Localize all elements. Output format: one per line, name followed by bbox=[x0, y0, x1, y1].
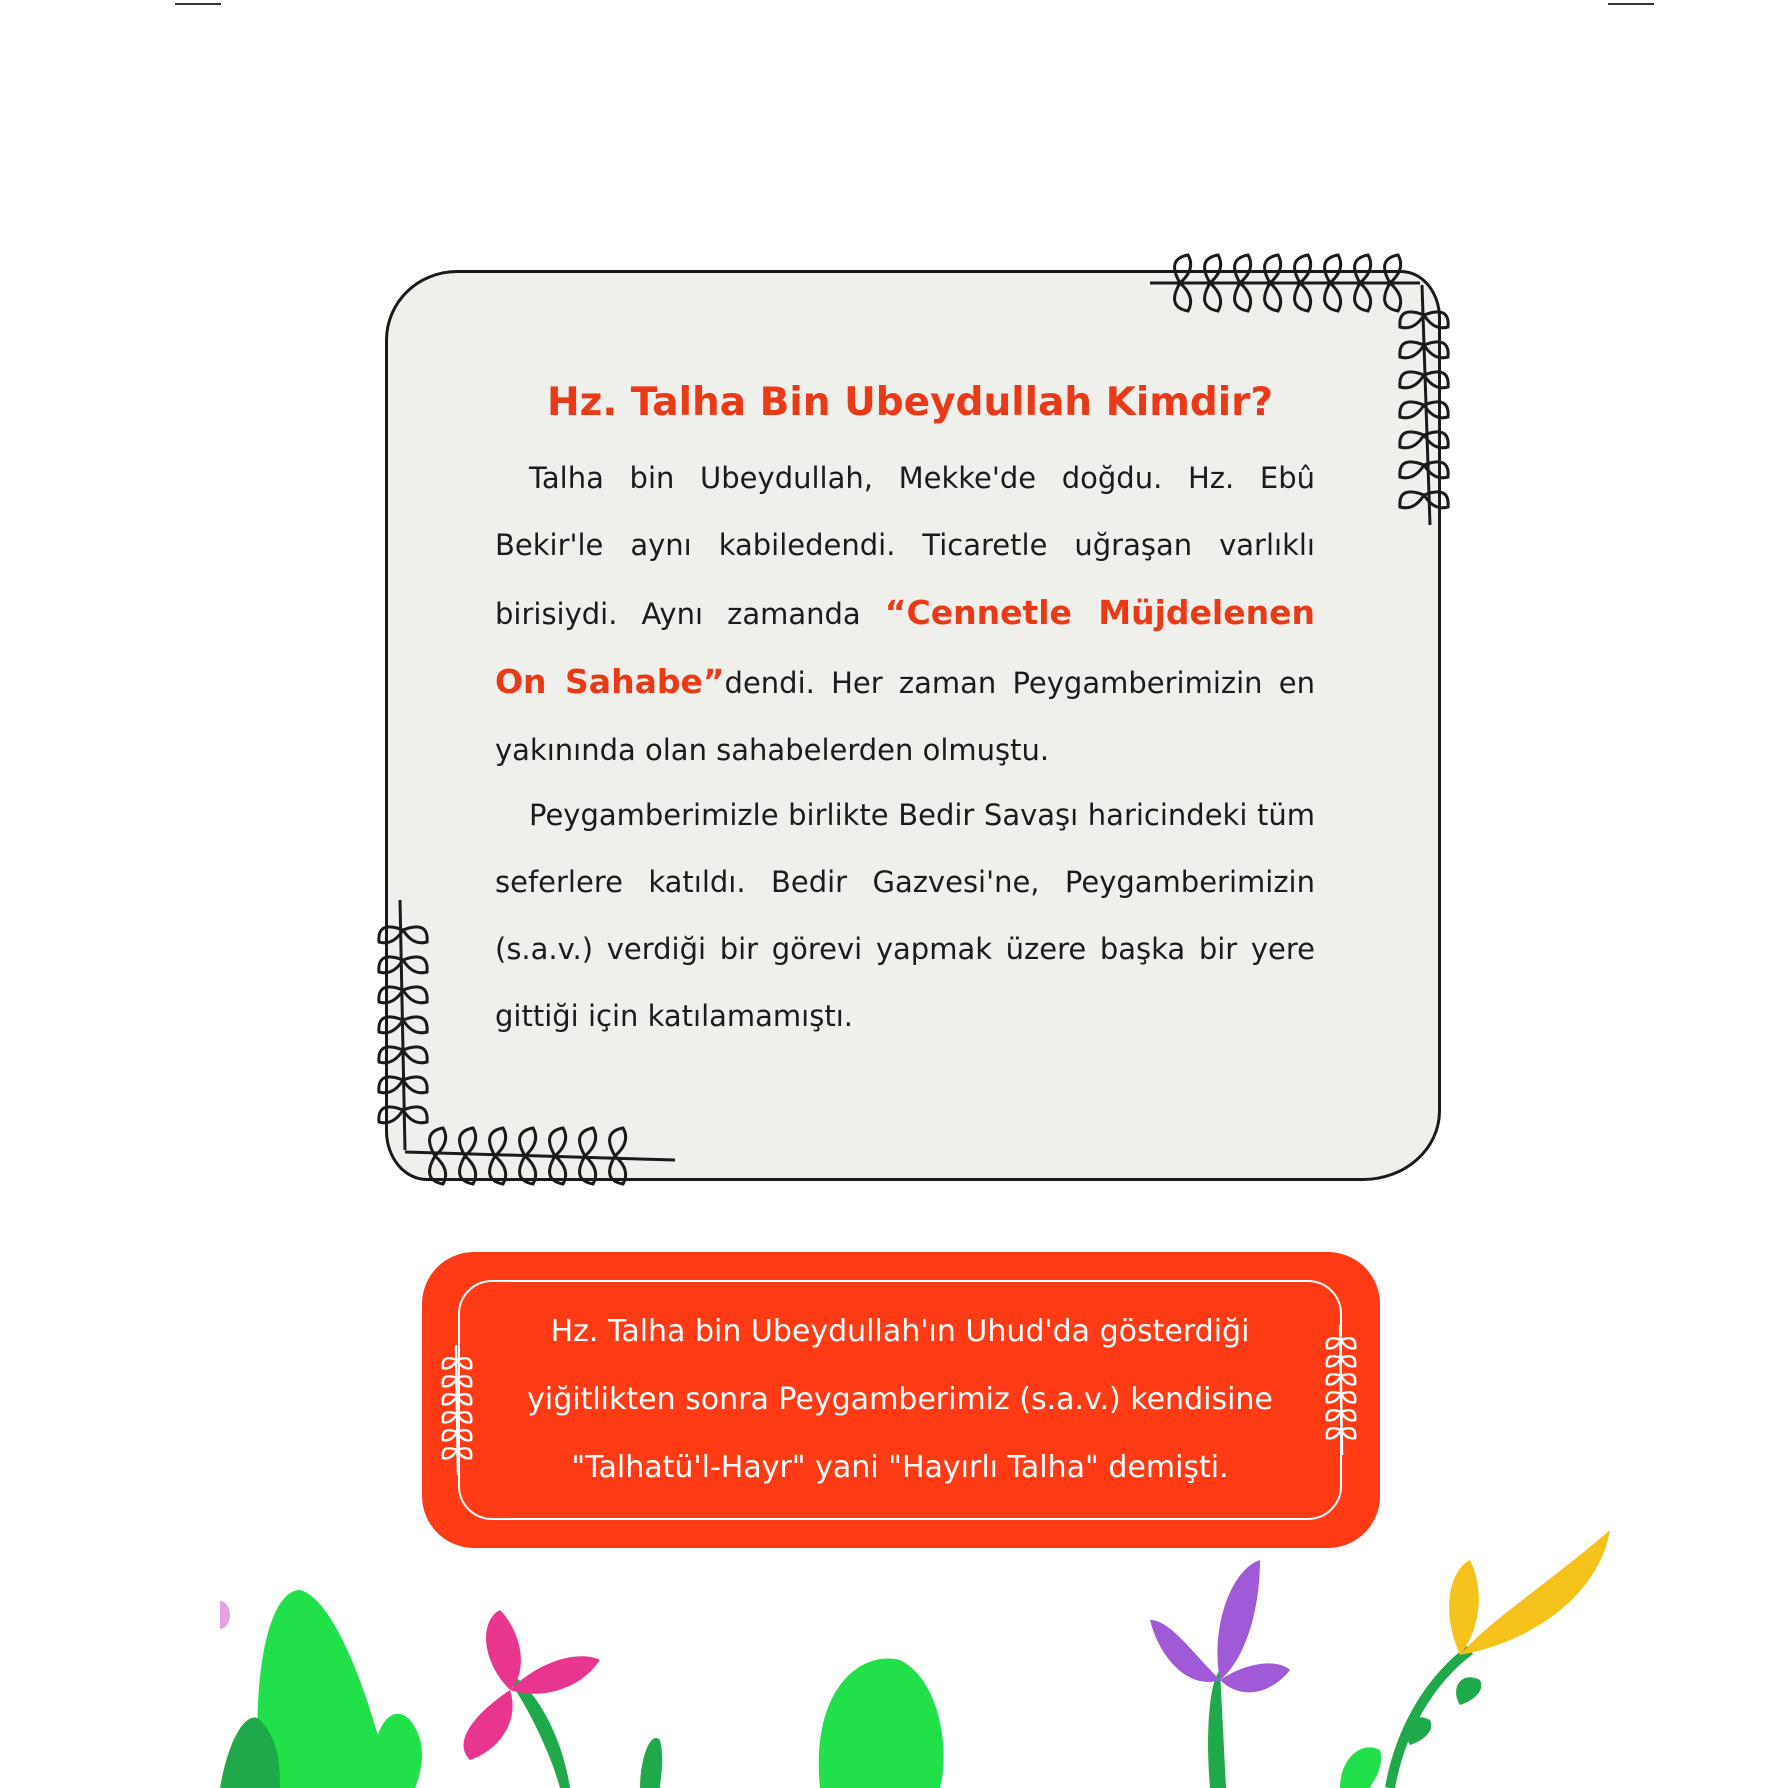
card-paragraph-2 bbox=[495, 782, 1315, 1050]
para1-highlight: “Cennetle Müjdelenen On Sahabe” bbox=[495, 593, 1315, 701]
plants-decoration-icon bbox=[220, 1530, 1610, 1788]
para2-text: Peygamberimizle birlikte Bedir Savaşı haricindeki tüm seferlere katıldı. Bedir Gazvesi'ne, Peygamberimizin (s.a.v.) verdiği bir görevi yapmak üzere başka bir yere gittiği için katılamamıştı. bbox=[495, 798, 1315, 1033]
note-text: Hz. Talha bin Ubeydullah'ın Uhud'da gösterdiği yiğitlikten sonra Peygamberimiz (s.a.v.) kendisine "Talhatü'l-Hayr" yani "Hayırlı Talha" demişti. bbox=[527, 1314, 1273, 1485]
note-laurel-left-icon bbox=[436, 1340, 476, 1480]
crop-mark-right bbox=[1608, 3, 1654, 5]
crop-mark-left bbox=[175, 3, 221, 5]
card-title: Hz. Talha Bin Ubeydullah Kimdir? bbox=[547, 380, 1273, 425]
para1-end: dendi. Her zaman Peygamberimizin en yakınında olan sahabelerden olmuştu. bbox=[495, 666, 1315, 767]
card-paragraph-1 bbox=[495, 445, 1315, 784]
note-laurel-right-icon bbox=[1320, 1320, 1360, 1460]
para1-start: Talha bin Ubeydullah, Mekke'de doğdu. Hz. Ebû Bekir'le aynı kabiledendi. Ticaretle uğraşan varlıklı birisiydi. Aynı zamanda bbox=[495, 461, 1315, 631]
